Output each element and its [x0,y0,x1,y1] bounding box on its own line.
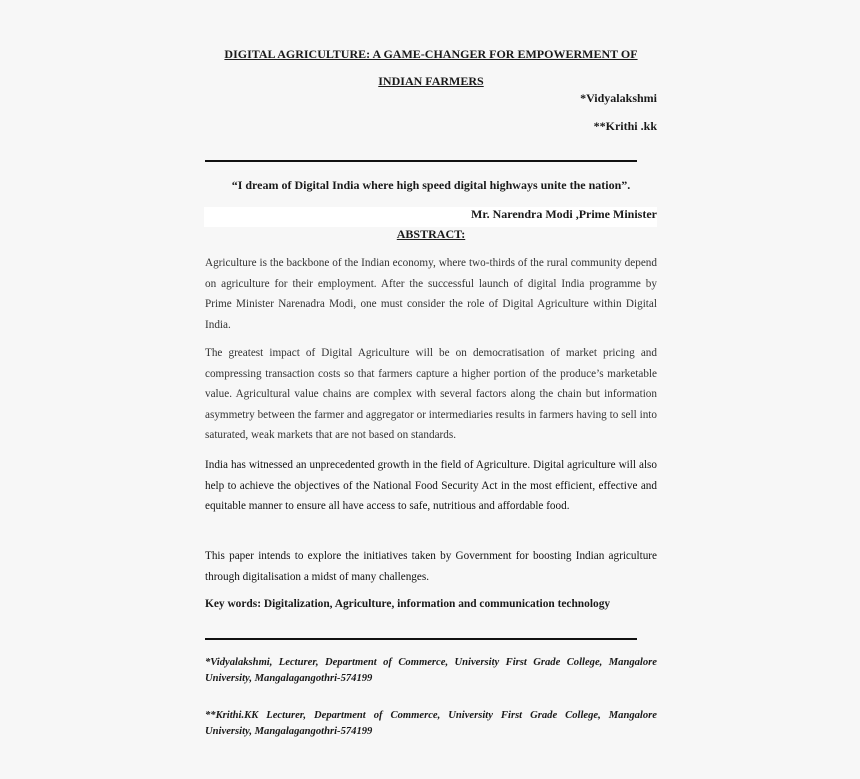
paper-title: DIGITAL AGRICULTURE: A GAME-CHANGER FOR EMPOWERMENT OF INDIAN FARMERS [224,47,638,88]
keywords: Key words: Digitalization, Agriculture, information and communication technology [205,598,611,610]
author-2: **Krithi .kk [593,119,657,133]
footnote-author-2: **Krithi.KK Lecturer, Department of Commerce, University First Grade College, Mangalore University, Mangalagangothri-574199 [205,710,657,737]
top-divider [205,160,637,162]
abstract-paragraph-3: India has witnessed an unprecedented growth in the field of Agriculture. Digital agriculture will also help to achieve the objectives of the National Food Security Act in the most efficient, effective and equitable manner to ensure all have access to safe, nutritious and affordable food. [205,459,657,513]
abstract-paragraph-4: This paper intends to explore the initiatives taken by Government for boosting Indian agriculture through digitalisation a midst of many challenges. [205,550,657,583]
footnote-divider [205,638,637,640]
abstract-heading: ABSTRACT: [396,227,466,241]
abstract-paragraph-1: Agriculture is the backbone of the Indian economy, where two-thirds of the rural community depend on agriculture for their employment. After the successful launch of digital India programme by Prime Minister Narenadra Modi, one must consider the role of Digital Agriculture within Digital India. [205,257,657,331]
epigraph-quote: “I dream of Digital India where high speed digital highways unite the nation”. [231,178,631,192]
epigraph-attribution: Mr. Narendra Modi ,Prime Minister [204,207,657,227]
abstract-paragraph-2: The greatest impact of Digital Agriculture will be on democratisation of market pricing and compressing transaction costs so that farmers capture a higher portion of the produce’s marketable value. Agricultural value chains are complex with several factors along the chain but information asymmetry between the farmer and aggregator or intermediaries results in farmers having to sell into saturated, weak markets that are not based on standards. [205,347,657,442]
author-1: *Vidyalakshmi [580,91,657,105]
footnote-author-1: *Vidyalakshmi, Lecturer, Department of Commerce, University First Grade College, Mangalore University, Mangalagangothri-574199 [205,657,657,684]
